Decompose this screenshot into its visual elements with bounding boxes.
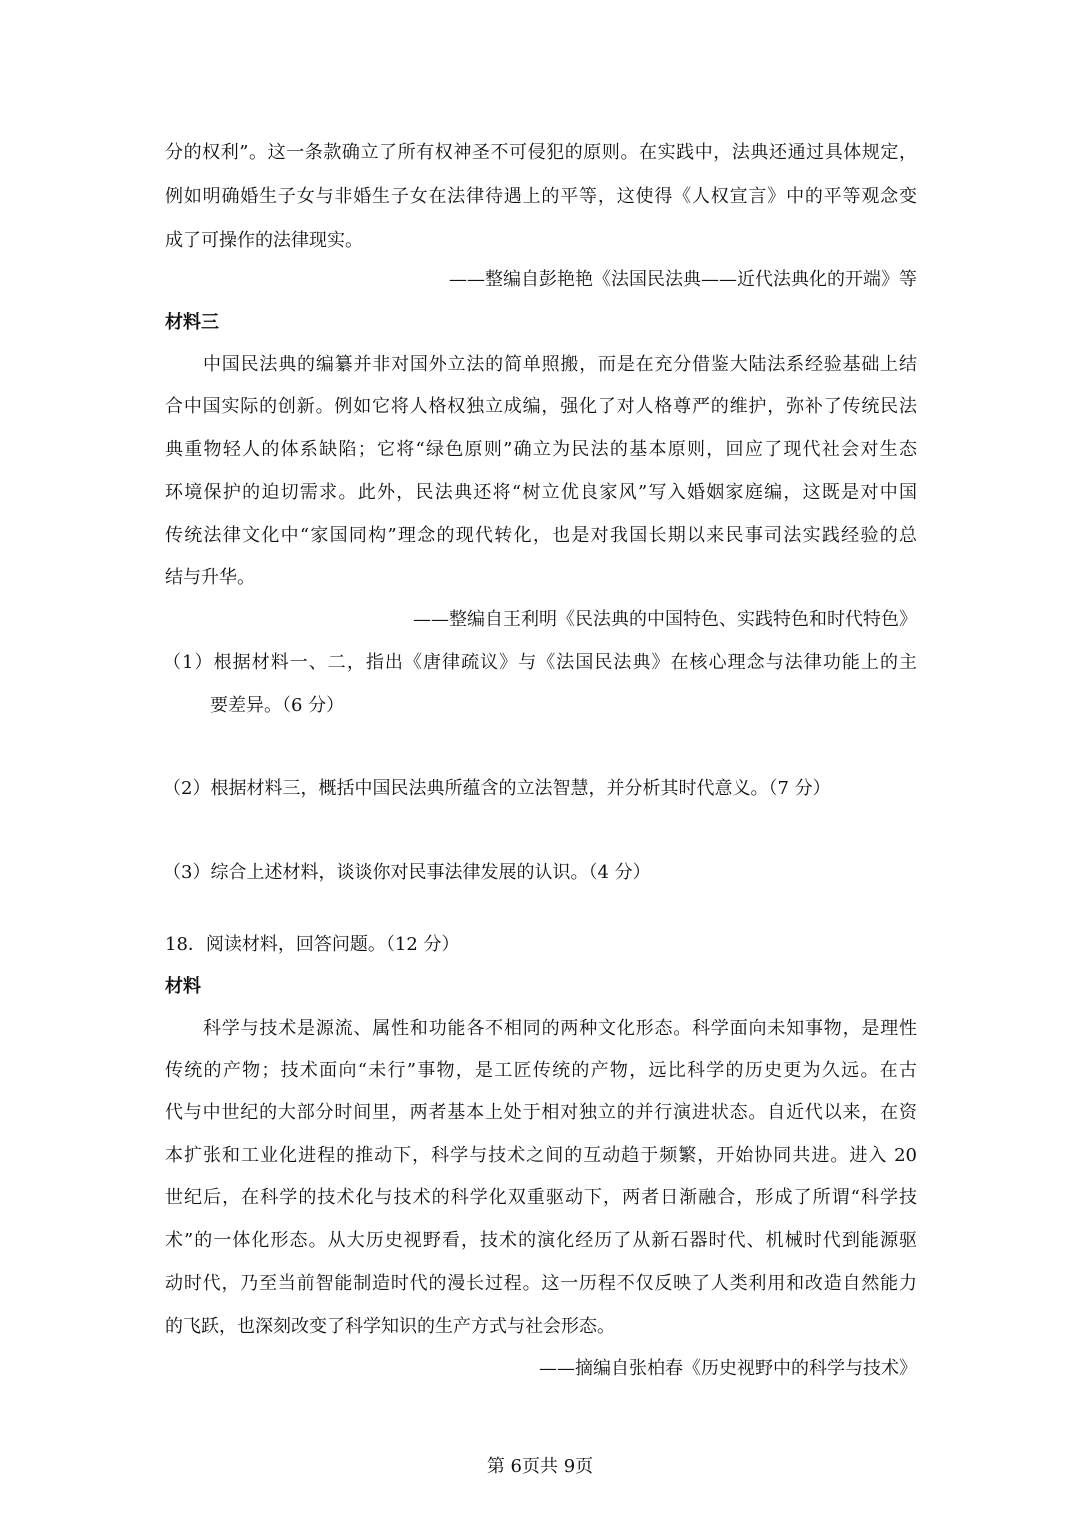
paragraph-line: 中国民法典的编纂并非对国外立法的简单照搬，而是在充分借鉴大陆法系经验基础上结	[203, 354, 917, 375]
paragraph-line: 术”的一体化形态。从大历史视野看，技术的演化经历了从新石器时代、机械时代到能源驱	[165, 1230, 917, 1251]
question-1-cont: 要差异。（6 分）	[210, 695, 345, 716]
paragraph-line: 动时代，乃至当前智能制造时代的漫长过程。这一历程不仅反映了人类利用和改造自然能力	[165, 1273, 917, 1294]
question-2: （2）根据材料三，概括中国民法典所蕴含的立法智慧，并分析其时代意义。（7 分）	[163, 778, 831, 799]
page-number: 第 6页共 9页	[486, 1456, 594, 1477]
source-citation: ——整编自彭艳艳《法国民法典——近代法典化的开端》等	[449, 269, 917, 290]
paragraph-line: 结与升华。	[165, 567, 255, 588]
paragraph-line: 传统法律文化中“家国同构”理念的现代转化，也是对我国长期以来民事司法实践经验的总	[165, 525, 917, 546]
question-1: （1）根据材料一、二，指出《唐律疏议》与《法国民法典》在核心理念与法律功能上的主	[163, 652, 917, 673]
paragraph-line: 的飞跃，也深刻改变了科学知识的生产方式与社会形态。	[165, 1316, 615, 1337]
paragraph-line: 传统的产物；技术面向“未行”事物，是工匠传统的产物，远比科学的历史更为久远。在古	[165, 1060, 917, 1081]
paragraph-line: 合中国实际的创新。例如它将人格权独立成编，强化了对人格尊严的维护，弥补了传统民法	[165, 396, 917, 417]
source-citation: ——整编自王利明《民法典的中国特色、实践特色和时代特色》	[413, 609, 917, 630]
section-heading: 材料三	[165, 312, 219, 333]
question-18-title: 18．阅读材料，回答问题。（12 分）	[165, 934, 460, 955]
paragraph-line: 分的权利”。这一条款确立了所有权神圣不可侵犯的原则。在实践中，法典还通过具体规定，	[165, 142, 917, 163]
paragraph-line: 环境保护的迫切需求。此外，民法典还将“树立优良家风”写入婚姻家庭编，这既是对中国	[165, 482, 917, 503]
paragraph-line: 科学与技术是源流、属性和功能各不相同的两种文化形态。科学面向未知事物，是理性	[203, 1018, 917, 1039]
paragraph-line: 世纪后，在科学的技术化与技术的科学化双重驱动下，两者日渐融合，形成了所谓“科学技	[165, 1187, 917, 1208]
paragraph-line: 例如明确婚生子女与非婚生子女在法律待遇上的平等，这使得《人权宣言》中的平等观念变	[165, 186, 917, 207]
question-3: （3）综合上述材料，谈谈你对民事法律发展的认识。（4 分）	[163, 862, 651, 883]
paragraph-line: 代与中世纪的大部分时间里，两者基本上处于相对独立的并行演进状态。自近代以来，在资	[165, 1102, 917, 1123]
source-citation: ——摘编自张柏春《历史视野中的科学与技术》	[539, 1358, 917, 1379]
paragraph-line: 成了可操作的法律现实。	[165, 230, 363, 251]
section-heading: 材料	[165, 976, 201, 997]
paragraph-line: 本扩张和工业化进程的推动下，科学与技术之间的互动趋于频繁，开始协同共进。进入 20	[165, 1145, 917, 1166]
paragraph-line: 典重物轻人的体系缺陷；它将“绿色原则”确立为民法的基本原则，回应了现代社会对生态	[165, 439, 917, 460]
